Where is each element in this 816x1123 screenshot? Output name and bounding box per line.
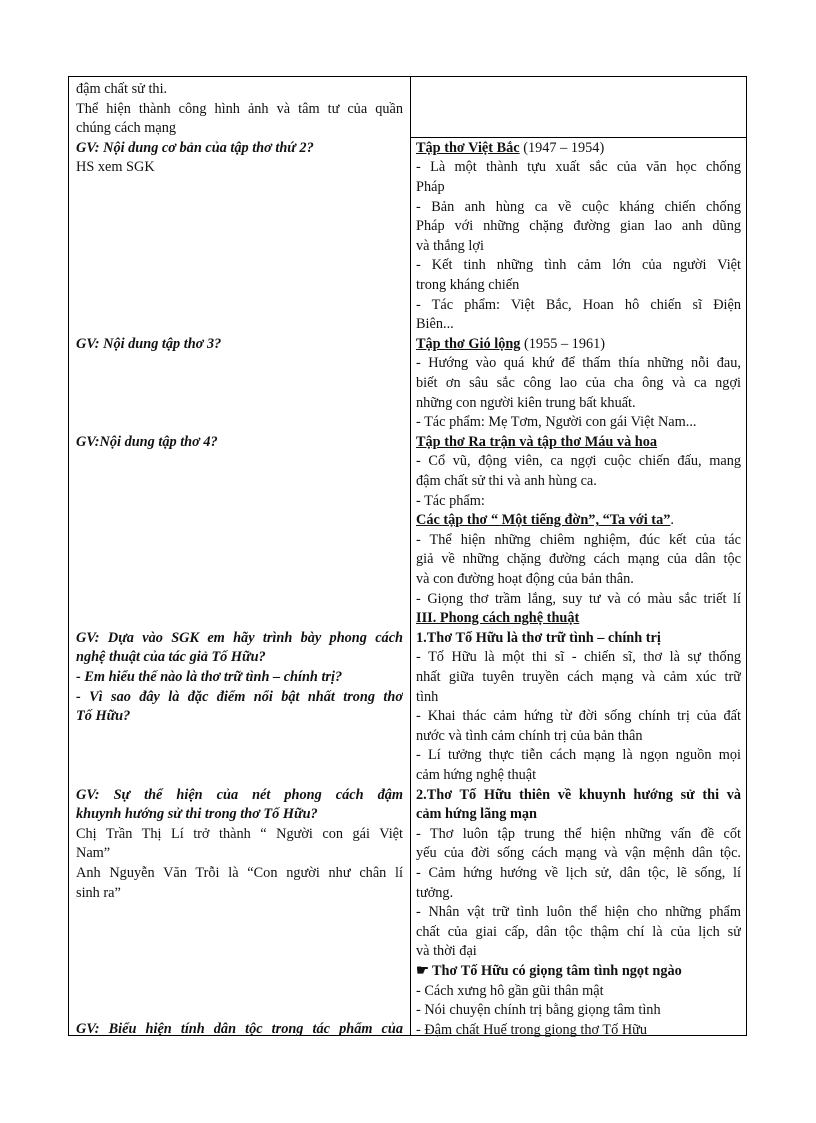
subsection-title: 2.Thơ Tố Hữu thiên về khuynh hướng sử thi và: [416, 786, 741, 803]
text-line: Thể hiện thành công hình ảnh và tâm tư của quần: [76, 100, 403, 117]
text-line: - Tác phẩm: Việt Bắc, Hoan hô chiến sĩ Điện: [416, 296, 741, 313]
text-line: Anh Nguyễn Văn Trỗi là “Con người như chân lí: [76, 865, 403, 881]
text-line: - Là một thành tựu xuất sắc của văn học chống: [416, 159, 741, 176]
text-line: nước và tình cảm chính trị của bản thân: [416, 727, 643, 744]
text-line: đậm chất sử thi.: [76, 81, 168, 97]
text-line: biết ơn sâu sắc công lao của cha ông và ca ngợi: [416, 375, 741, 391]
text-line: và thời đại: [416, 943, 477, 960]
teacher-question: - Vì sao đây là đặc điểm nổi bật nhất trong thơ: [76, 688, 403, 705]
subsection-title: 1.Thơ Tố Hữu là thơ trữ tình – chính trị: [416, 629, 661, 646]
collection-title: Tập thơ Việt Bắc: [416, 139, 520, 156]
text-line: - Tố Hữu là một thi sĩ - chiến sĩ, thơ là sự thống: [416, 649, 741, 666]
text-line: - Bản anh hùng ca về cuộc kháng chiến chống: [416, 198, 741, 215]
collection-years: (1955 – 1961): [520, 335, 606, 352]
text-line: - Nói chuyện chính trị bằng giọng tâm tình: [416, 1002, 661, 1019]
subsection-title: cảm hứng lãng mạn: [416, 806, 537, 823]
teacher-question: nghệ thuật của tác giả Tố Hữu?: [76, 649, 266, 666]
text-line: giả về những chặng đường cách mạng của dân tộc: [416, 551, 741, 568]
text-line: Chị Trần Thị Lí trở thành “ Người con gái Việt: [76, 825, 403, 842]
text-line: Pháp với những chặng đường gian lao anh dũng: [416, 218, 741, 235]
text-line: trong kháng chiến: [416, 277, 520, 293]
text-line: tình: [416, 688, 439, 705]
text-line: - Cách xưng hô gần gũi thân mật: [416, 982, 604, 999]
text-line: - Tác phẩm: Mẹ Tơm, Người con gái Việt Nam...: [416, 414, 697, 431]
text-line: - Giọng thơ trầm lắng, suy tư và có màu sắc triết lí: [416, 590, 741, 607]
teacher-question: GV: Sự thể hiện của nét phong cách đậm: [76, 786, 403, 803]
collection-title: Tập thơ Ra trận và tập thơ Máu và hoa: [416, 433, 658, 450]
text-line: - Tác phẩm:: [416, 492, 485, 509]
text-line: và con đường hoạt động của bản thân.: [416, 571, 634, 587]
teacher-question: GV: Nội dung cơ bản của tập thơ thứ 2?: [76, 139, 314, 156]
text-line: Biên...: [416, 316, 454, 333]
text-line: Nam”: [76, 845, 111, 862]
teacher-question: GV: Nội dung tập thơ 3?: [76, 335, 222, 352]
text-line: chất của giai cấp, dân tộc thậm chí là của lịch sử: [416, 923, 741, 940]
text-line: đậm chất sử thi và anh hùng ca.: [416, 473, 597, 489]
teacher-question: khuynh hướng sử thi trong thơ Tố Hữu?: [76, 806, 318, 823]
text-line: nhất giữa tuyên truyền cách mạng và cảm xúc trữ: [416, 669, 741, 685]
hand-pointer-icon: ☛: [416, 963, 429, 979]
text-line: - Nhân vật trữ tình luôn thể hiện cho những phẩm: [416, 904, 741, 921]
text-line: - Cổ vũ, động viên, ca ngợi cuộc chiến đấu, mang: [416, 453, 741, 470]
text-line: - Đậm chất Huế trong giọng thơ Tố Hữu: [416, 1021, 648, 1038]
collection-years: (1947 – 1954): [519, 139, 605, 156]
subsection-title-text: Thơ Tố Hữu có giọng tâm tình ngọt ngào: [432, 963, 682, 979]
text-line: - Hướng vào quá khứ để thấm thía những nỗi đau,: [416, 355, 741, 372]
section-heading: [416, 335, 741, 355]
text-line: và thắng lợi: [416, 237, 484, 254]
section-heading: [416, 511, 741, 531]
text-line: - Cảm hứng hướng về lịch sử, dân tộc, lẽ sống, lí: [416, 865, 741, 881]
text-line: chúng cách mạng: [76, 120, 177, 137]
column-divider: [410, 77, 411, 1035]
text-line: - Thơ luôn tập trung thể hiện những vấn đề cốt: [416, 825, 741, 842]
section-heading: [416, 139, 741, 159]
text-line: Pháp: [416, 179, 445, 195]
heading-period: .: [670, 512, 674, 529]
text-line: - Lí tưởng thực tiễn cách mạng là ngọn nguồn mọi: [416, 747, 741, 764]
text-line: sinh ra”: [76, 884, 121, 901]
teacher-question: GV: Dựa vào SGK em hãy trình bày phong cách: [76, 629, 403, 646]
text-line: - Khai thác cảm hứng từ đời sống chính trị của đất: [416, 708, 741, 725]
collection-title: Tập thơ Gió lộng: [416, 335, 521, 352]
subsection-title: [416, 962, 741, 982]
text-line: cảm hứng nghệ thuật: [416, 767, 537, 783]
text-line: HS xem SGK: [76, 159, 155, 176]
text-line: - Thể hiện những chiêm nghiệm, đúc kết của tác: [416, 531, 741, 548]
teacher-question: GV:Nội dung tập thơ 4?: [76, 433, 218, 450]
collection-title: Các tập thơ “ Một tiếng đờn”, “Ta với ta”: [416, 512, 671, 529]
text-line: tưởng.: [416, 884, 454, 901]
section-title: III. Phong cách nghệ thuật: [416, 610, 580, 627]
text-line: những con người kiên trung bất khuất.: [416, 394, 636, 411]
lesson-table: [68, 76, 747, 1036]
teacher-question: Tố Hữu?: [76, 708, 131, 725]
text-line: yếu của đời sống cách mạng và vận mệnh dân tộc.: [416, 845, 741, 862]
teacher-question: - Em hiểu thế nào là thơ trữ tình – chính trị?: [76, 669, 343, 685]
text-line: - Kết tinh những tình cảm lớn của người Việt: [416, 257, 741, 274]
teacher-question: GV: Biểu hiện tính dân tộc trong tác phẩm của: [76, 1021, 403, 1037]
